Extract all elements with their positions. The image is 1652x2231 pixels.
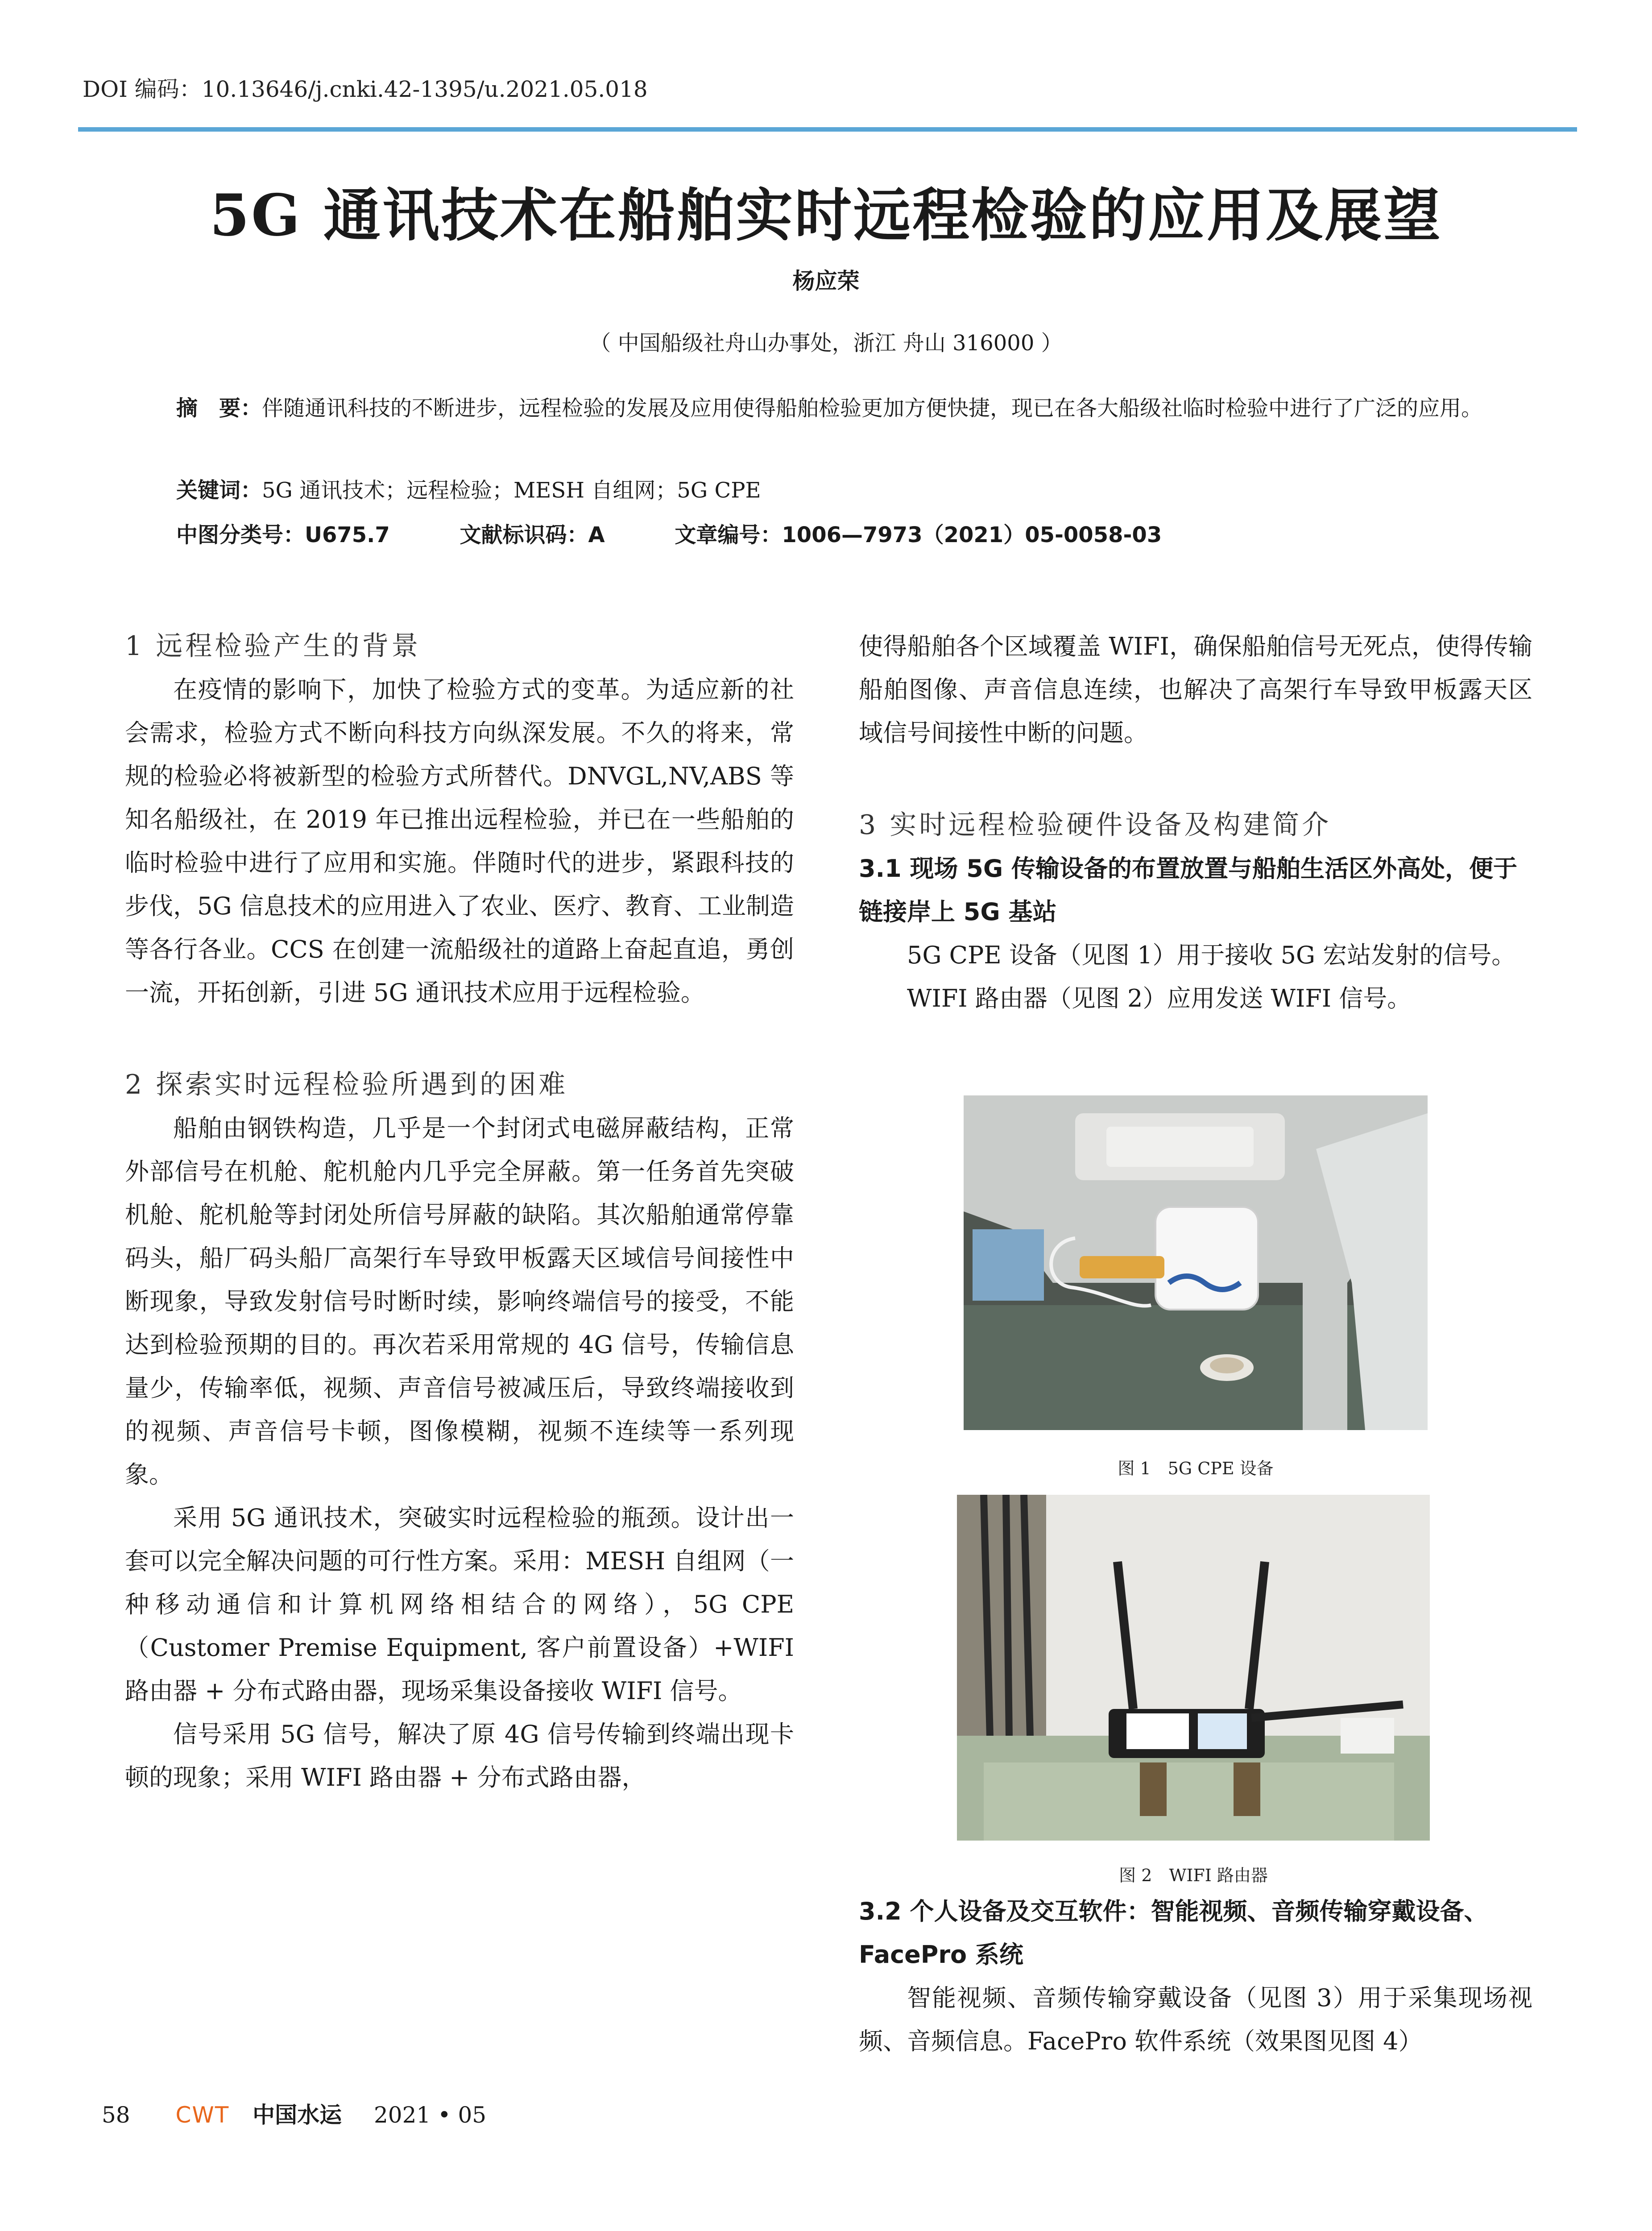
- section-3-paragraph-1: 5G CPE 设备（见图 1）用于接收 5G 宏站发射的信号。: [907, 941, 1516, 969]
- document-code: 文献标识码：A: [460, 523, 605, 547]
- section-2-heading: 2 探索实时远程检验所遇到的困难: [125, 1069, 568, 1100]
- figure-1-photo: [964, 1095, 1428, 1430]
- page-footer: [102, 2097, 486, 2129]
- journal-issue: 2021 • 05: [373, 2102, 487, 2128]
- right-column-top: [859, 625, 1532, 1020]
- abstract-text: 伴随通讯科技的不断进步，远程检验的发展及应用使得船舶检验更加方便快捷，现已在各大船级社临时检验中进行了广泛的应用。: [262, 396, 1483, 421]
- router-photo-illustration: [957, 1495, 1430, 1841]
- section-2-paragraph-2: 采用 5G 通讯技术，突破实时远程检验的瓶颈。设计出一套可以完全解决问题的可行性方案。采用：MESH 自组网（一种移动通信和计算机网络相结合的网络），5G CPE（Customer Premise Equipment, 客户前置设备）+WIFI 路由器 + 分布式路由器，现场采集设备接收 WIFI 信号。: [125, 1504, 794, 1705]
- abstract: [176, 388, 1497, 428]
- abstract-label: 摘 要：: [176, 396, 262, 421]
- journal-logo: CWT: [175, 2102, 230, 2128]
- figure-1-caption: 图 1 5G CPE 设备: [1118, 1459, 1274, 1478]
- right-column-bottom: [859, 1890, 1532, 2063]
- left-column: [125, 625, 794, 1799]
- section-1-heading: 1 远程检验产生的背景: [125, 630, 421, 662]
- clc-number: 中图分类号：U675.7: [176, 523, 390, 547]
- doi-line: DOI 编码：10.13646/j.cnki.42-1395/u.2021.05.018: [83, 76, 648, 102]
- header-rule: [78, 127, 1577, 132]
- section-1-paragraph: 在疫情的影响下，加快了检验方式的变革。为适应新的社会需求，检验方式不断向科技方向纵深发展。不久的将来，常规的检验必将被新型的检验方式所替代。DNVGL,NV,ABS 等知名船级社，在 2019 年已推出远程检验，并已在一些船舶的临时检验中进行了应用和实施。伴随时代的进步，紧跟科技的步伐，5G 信息技术的应用进入了农业、医疗、教育、工业制造等各行各业。CCS 在创建一流船级社的道路上奋起直追，勇创一流，开拓创新，引进 5G 通讯技术应用于远程检验。: [125, 676, 794, 1007]
- section-3-2-heading: 3.2 个人设备及交互软件：智能视频、音频传输穿戴设备、FacePro 系统: [859, 1897, 1488, 1969]
- page-number: 58: [102, 2102, 130, 2128]
- section-3-paragraph-3: 智能视频、音频传输穿戴设备（见图 3）用于采集现场视频、音频信息。FacePro 软件系统（效果图见图 4）: [859, 1984, 1532, 2055]
- section-3-heading: 3 实时远程检验硬件设备及构建简介: [859, 809, 1332, 841]
- keywords-label: 关键词：: [176, 478, 262, 503]
- figure-2-caption: 图 2 WIFI 路由器: [1119, 1866, 1268, 1885]
- section-3-1-heading: 3.1 现场 5G 传输设备的布置放置与船舶生活区外高处，便于链接岸上 5G 基站: [859, 854, 1517, 926]
- section-2-paragraph-3: 信号采用 5G 信号，解决了原 4G 信号传输到终端出现卡顿的现象；采用 WIFI 路由器 + 分布式路由器，: [125, 1720, 794, 1791]
- section-3-paragraph-2: WIFI 路由器（见图 2）应用发送 WIFI 信号。: [907, 984, 1412, 1012]
- paper-title: 5G 通讯技术在船舶实时远程检验的应用及展望: [210, 182, 1442, 249]
- classification-line: [176, 518, 1224, 548]
- article-number: 文章编号：1006—7973（2021）05-0058-03: [675, 523, 1162, 547]
- cpe-photo-illustration: [964, 1095, 1428, 1430]
- affiliation: （ 中国船级社舟山办事处，浙江 舟山 316000 ）: [589, 331, 1063, 356]
- author: 杨应荣: [792, 268, 860, 294]
- section-2-paragraph-3-cont: 使得船舶各个区域覆盖 WIFI，确保船舶信号无死点，使得传输船舶图像、声音信息连续，也解决了高架行车导致甲板露天区域信号间接性中断的问题。: [859, 632, 1532, 747]
- journal-name: 中国水运: [253, 2102, 342, 2128]
- keywords: [176, 473, 761, 504]
- figure-2-photo: [957, 1495, 1430, 1841]
- keywords-text: 5G 通讯技术；远程检验；MESH 自组网；5G CPE: [262, 478, 761, 503]
- section-2-paragraph-1: 船舶由钢铁构造，几乎是一个封闭式电磁屏蔽结构，正常外部信号在机舱、舵机舱内几乎完全屏蔽。第一任务首先突破机舱、舵机舱等封闭处所信号屏蔽的缺陷。其次船舶通常停靠码头，船厂码头船厂高架行车导致甲板露天区域信号间接性中断现象，导致发射信号时断时续，影响终端信号的接受，不能达到检验预期的目的。再次若采用常规的 4G 信号，传输信息量少，传输率低，视频、声音信号被减压后，导致终端接收到的视频、声音信号卡顿，图像模糊，视频不连续等一系列现象。: [125, 1114, 794, 1489]
